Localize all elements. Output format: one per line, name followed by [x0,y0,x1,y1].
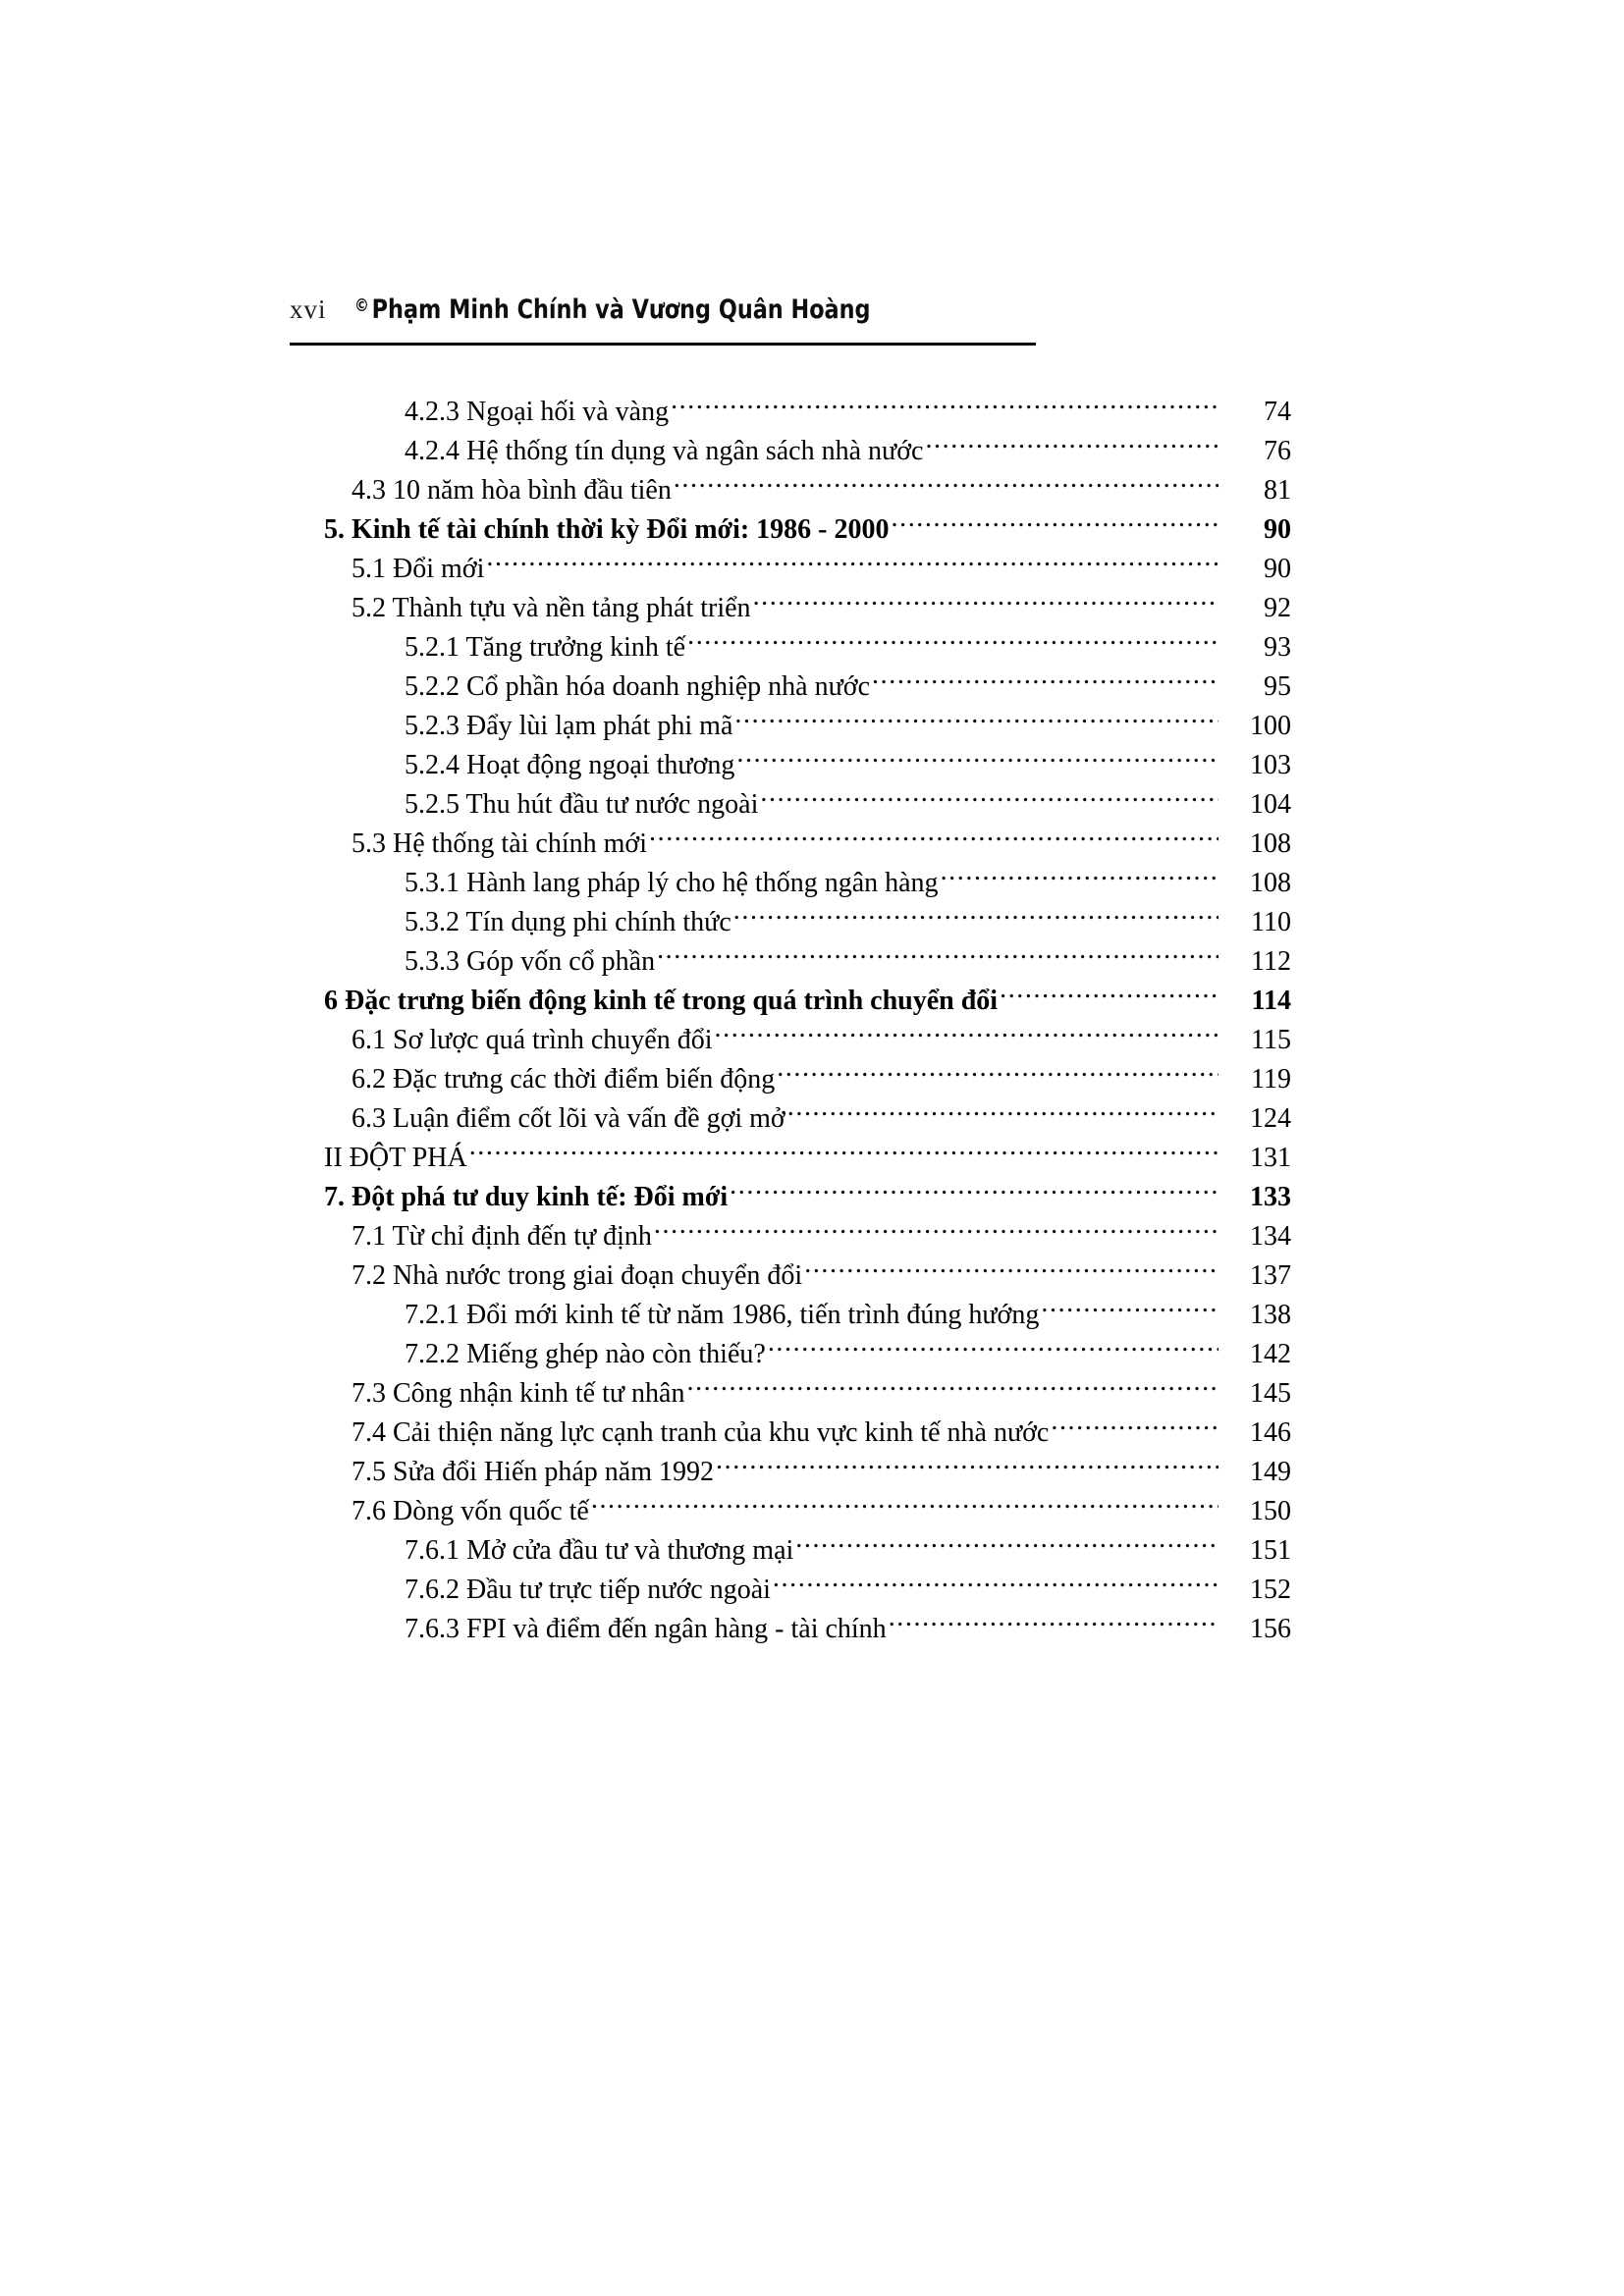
toc-entry-page-number: 93 [1264,632,1291,663]
header-divider [290,343,1036,346]
toc-entry[interactable] [324,864,1291,903]
table-of-contents [324,393,1291,1649]
toc-entry-page-number: 108 [1250,828,1291,859]
toc-entry-title: II ĐỘT PHÁ [324,1143,467,1173]
toc-entry[interactable] [324,589,1291,628]
toc-entry[interactable] [324,1256,1291,1296]
toc-entry[interactable] [324,707,1291,746]
toc-entry[interactable] [324,785,1291,825]
toc-entry[interactable] [324,1060,1291,1099]
toc-leader-dots [892,510,1219,538]
toc-entry-title: 5.2 Thành tựu và nền tảng phát triển [352,593,751,623]
toc-entry-title: 7.2.1 Đổi mới kinh tế từ năm 1986, tiến trình đúng hướng [405,1300,1040,1330]
toc-leader-dots [657,942,1218,970]
toc-entry-page-number: 114 [1251,986,1291,1016]
toc-leader-dots [674,471,1218,499]
toc-leader-dots [872,667,1218,695]
toc-entry-page-number: 131 [1250,1143,1291,1173]
toc-entry[interactable] [324,510,1291,550]
toc-entry[interactable] [324,1296,1291,1335]
toc-leader-dots [486,550,1218,577]
toc-entry[interactable] [324,1453,1291,1492]
toc-entry-title: 7.6.2 Đầu tư trực tiếp nước ngoài [405,1575,771,1605]
toc-leader-dots [795,1531,1218,1559]
toc-leader-dots [591,1492,1218,1520]
toc-leader-dots [686,1374,1218,1402]
toc-entry-page-number: 138 [1250,1300,1291,1330]
toc-leader-dots [715,1021,1218,1048]
toc-entry[interactable] [324,393,1291,432]
toc-entry-title: 6.1 Sơ lược quá trình chuyển đổi [352,1025,713,1055]
toc-entry-title: 4.3 10 năm hòa bình đầu tiên [352,475,672,506]
toc-entry-page-number: 124 [1250,1103,1291,1134]
toc-leader-dots [687,628,1218,656]
toc-entry[interactable] [324,1139,1291,1178]
toc-entry-page-number: 152 [1250,1575,1291,1605]
toc-leader-dots [654,1217,1218,1245]
toc-leader-dots [941,864,1218,891]
toc-entry-page-number: 133 [1250,1182,1291,1212]
toc-leader-dots [469,1139,1218,1166]
toc-entry[interactable] [324,1531,1291,1571]
toc-entry[interactable] [324,746,1291,785]
toc-entry-page-number: 103 [1250,750,1291,780]
toc-leader-dots [1051,1414,1218,1441]
toc-leader-dots [760,785,1218,813]
toc-leader-dots [671,393,1218,420]
toc-entry-title: 7.6.3 FPI và điểm đến ngân hàng - tài chính [405,1614,887,1644]
toc-entry-title: 5.3 Hệ thống tài chính mới [352,828,647,859]
toc-entry-title: 5. Kinh tế tài chính thời kỳ Đổi mới: 1986 - 2000 [324,514,890,545]
toc-entry-title: 7.6 Dòng vốn quốc tế [352,1496,589,1526]
toc-entry-page-number: 95 [1264,671,1291,702]
toc-entry[interactable] [324,1492,1291,1531]
toc-entry-page-number: 142 [1250,1339,1291,1369]
toc-entry-title: 7.2 Nhà nước trong giai đoạn chuyển đổi [352,1260,803,1291]
toc-entry[interactable] [324,628,1291,667]
toc-entry-page-number: 119 [1251,1064,1291,1095]
toc-entry-page-number: 92 [1264,593,1291,623]
toc-entry[interactable] [324,471,1291,510]
toc-entry-page-number: 110 [1251,907,1291,937]
toc-entry-title: 7.3 Công nhận kinh tế tư nhân [352,1378,685,1409]
toc-entry[interactable] [324,1021,1291,1060]
toc-entry-page-number: 112 [1251,946,1291,977]
toc-entry-page-number: 81 [1264,475,1291,506]
header-attribution-text: Phạm Minh Chính và Vương Quân Hoàng [371,294,871,325]
toc-entry-title: 5.2.5 Thu hút đầu tư nước ngoài [405,789,759,820]
toc-entry-title: 5.2.4 Hoạt động ngoại thương [405,750,735,780]
toc-entry-page-number: 150 [1250,1496,1291,1526]
toc-leader-dots [768,1335,1218,1362]
toc-entry-title: 6.3 Luận điểm cốt lõi và vấn đề gợi mở [352,1103,785,1134]
toc-entry-title: 7.6.1 Mở cửa đầu tư và thương mại [405,1535,794,1566]
toc-entry-title: 5.2.2 Cổ phần hóa doanh nghiệp nhà nước [405,671,871,702]
toc-entry-page-number: 90 [1264,554,1291,584]
toc-entry-title: 5.3.2 Tín dụng phi chính thức [405,907,731,937]
toc-leader-dots [730,1178,1218,1205]
toc-entry-page-number: 151 [1250,1535,1291,1566]
toc-entry-title: 7.5 Sửa đổi Hiến pháp năm 1992 [352,1457,715,1487]
toc-entry[interactable] [324,1414,1291,1453]
toc-leader-dots [1000,982,1218,1009]
copyright-icon: © [353,295,369,316]
toc-leader-dots [804,1256,1218,1284]
toc-entry[interactable] [324,825,1291,864]
toc-entry[interactable] [324,1374,1291,1414]
toc-entry[interactable] [324,982,1291,1021]
toc-entry[interactable] [324,432,1291,471]
toc-entry-page-number: 90 [1264,514,1291,545]
toc-entry-title: 5.1 Đổi mới [352,554,485,584]
toc-entry-title: 7.4 Cải thiện năng lực cạnh tranh của khu vực kinh tế nhà nước [352,1417,1050,1448]
toc-leader-dots [716,1453,1218,1480]
toc-entry[interactable] [324,942,1291,982]
toc-leader-dots [777,1060,1218,1088]
toc-entry-page-number: 108 [1250,868,1291,898]
toc-entry[interactable] [324,1610,1291,1649]
toc-entry-title: 7.1 Từ chỉ định đến tự định [352,1221,652,1252]
toc-leader-dots [753,589,1218,616]
toc-entry-title: 5.3.1 Hành lang pháp lý cho hệ thống ngân hàng [405,868,939,898]
toc-entry-title: 6 Đặc trưng biến động kinh tế trong quá trình chuyển đổi [324,986,999,1016]
toc-entry-page-number: 100 [1250,711,1291,741]
toc-entry-page-number: 146 [1250,1417,1291,1448]
toc-entry[interactable] [324,1178,1291,1217]
toc-leader-dots [889,1610,1218,1637]
toc-entry-title: 6.2 Đặc trưng các thời điểm biến động [352,1064,776,1095]
toc-entry-title: 7.2.2 Miếng ghép nào còn thiếu? [405,1339,766,1369]
toc-entry-page-number: 149 [1250,1457,1291,1487]
toc-leader-dots [736,746,1218,774]
toc-leader-dots [734,707,1218,734]
toc-entry-page-number: 134 [1250,1221,1291,1252]
toc-leader-dots [925,432,1218,459]
header-attribution [354,294,871,325]
toc-entry-title: 7. Đột phá tư duy kinh tế: Đổi mới [324,1182,729,1212]
toc-leader-dots [787,1099,1218,1127]
toc-entry[interactable] [324,903,1291,942]
toc-leader-dots [733,903,1218,931]
toc-entry-page-number: 74 [1264,397,1291,427]
toc-leader-dots [1041,1296,1218,1323]
toc-entry-page-number: 156 [1250,1614,1291,1644]
toc-entry[interactable] [324,1217,1291,1256]
toc-leader-dots [773,1571,1218,1598]
page-folio: xvi [290,294,327,324]
toc-entry[interactable] [324,1335,1291,1374]
toc-entry-title: 4.2.4 Hệ thống tín dụng và ngân sách nhà nước [405,436,924,466]
toc-entry-page-number: 104 [1250,789,1291,820]
running-header [290,294,1036,325]
toc-entry-page-number: 115 [1251,1025,1291,1055]
toc-entry-page-number: 76 [1264,436,1291,466]
toc-entry-title: 5.3.3 Góp vốn cổ phần [405,946,656,977]
toc-entry[interactable] [324,550,1291,589]
toc-entry[interactable] [324,1571,1291,1610]
toc-entry-title: 4.2.3 Ngoại hối và vàng [405,397,670,427]
toc-entry-page-number: 137 [1250,1260,1291,1291]
toc-entry[interactable] [324,1099,1291,1139]
toc-leader-dots [649,825,1218,852]
toc-entry-title: 5.2.3 Đẩy lùi lạm phát phi mã [405,711,733,741]
toc-entry-page-number: 145 [1250,1378,1291,1409]
toc-entry-title: 5.2.1 Tăng trưởng kinh tế [405,632,686,663]
toc-entry[interactable] [324,667,1291,707]
